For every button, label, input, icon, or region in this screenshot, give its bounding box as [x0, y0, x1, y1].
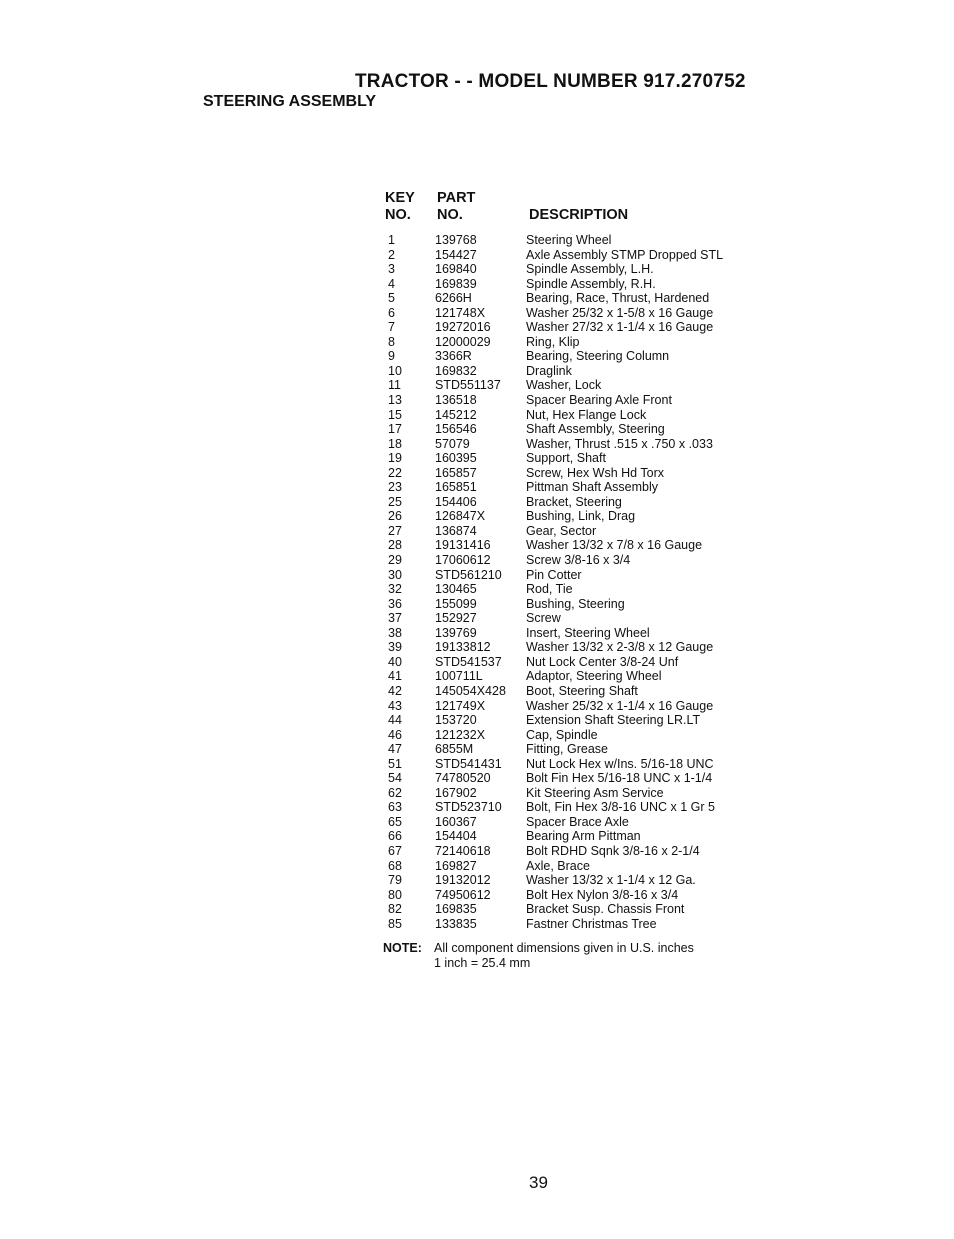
part-key-no: 10 [388, 363, 402, 378]
part-key-no: 42 [388, 683, 402, 698]
table-row [385, 408, 765, 423]
table-row [385, 277, 765, 292]
part-number: 12000029 [435, 334, 491, 349]
part-description: Draglink [526, 363, 572, 378]
table-row [385, 684, 765, 699]
table-row [385, 771, 765, 786]
section-title: STEERING ASSEMBLY [203, 93, 377, 110]
part-number: 155099 [435, 596, 477, 611]
part-description: Bearing, Steering Column [526, 349, 670, 364]
part-key-no: 17 [388, 422, 402, 437]
part-number: 169835 [435, 902, 477, 917]
part-key-no: 85 [388, 916, 402, 931]
part-key-no: 6 [388, 305, 395, 320]
part-description: Washer 27/32 x 1-1/4 x 16 Gauge [526, 320, 714, 335]
part-number: 121232X [435, 727, 486, 742]
part-key-no: 8 [388, 334, 395, 349]
table-row [385, 495, 765, 510]
part-key-no: 1 [388, 233, 395, 247]
page-number: 39 [529, 1173, 548, 1192]
table-row [385, 859, 765, 874]
header-part-no [437, 190, 475, 224]
part-key-no: 5 [388, 291, 395, 306]
part-description: Washer 13/32 x 2-3/8 x 12 Gauge [526, 640, 714, 655]
note-label: NOTE: [383, 941, 422, 955]
part-description: Spacer Bearing Axle Front [526, 393, 672, 408]
table-row [385, 611, 765, 626]
part-number: 72140618 [435, 843, 491, 858]
part-number: 19272016 [435, 320, 491, 335]
part-description: Pittman Shaft Assembly [526, 480, 659, 495]
page-title: TRACTOR - - MODEL NUMBER 917.270752 [355, 71, 746, 92]
part-key-no: 51 [388, 756, 402, 771]
part-number: 139769 [435, 625, 477, 640]
header-key-no [385, 190, 415, 224]
part-description: Washer 25/32 x 1-1/4 x 16 Gauge [526, 698, 714, 713]
part-description: Insert, Steering Wheel [526, 625, 650, 640]
part-key-no: 36 [388, 596, 402, 611]
part-number: 136874 [435, 523, 477, 538]
part-description: Pin Cotter [526, 567, 582, 582]
part-key-no: 38 [388, 625, 402, 640]
part-description: Ring, Klip [526, 334, 580, 349]
part-key-no: 29 [388, 553, 402, 568]
table-row [385, 291, 765, 306]
part-key-no: 68 [388, 858, 402, 873]
part-number: 126847X [435, 509, 486, 524]
part-description: Washer 13/32 x 7/8 x 16 Gauge [526, 538, 703, 553]
part-description: Cap, Spindle [526, 727, 598, 742]
table-row [385, 844, 765, 859]
part-number: 160395 [435, 451, 477, 466]
part-key-no: 47 [388, 742, 402, 757]
part-key-no: 65 [388, 814, 402, 829]
table-row [385, 917, 765, 932]
part-description: Screw [526, 611, 561, 626]
part-key-no: 54 [388, 771, 402, 786]
part-description: Spindle Assembly, R.H. [526, 276, 656, 291]
table-row [385, 902, 765, 917]
part-number: 100711L [435, 669, 483, 684]
table-row [385, 233, 765, 248]
part-number: 145212 [435, 407, 477, 422]
part-key-no: 3 [388, 262, 395, 277]
part-number: 154427 [435, 247, 477, 262]
table-row [385, 742, 765, 757]
part-key-no: 15 [388, 407, 402, 422]
part-number: 19132012 [435, 873, 491, 888]
part-description: Bushing, Steering [526, 596, 625, 611]
part-key-no: 66 [388, 829, 402, 844]
part-key-no: 80 [388, 887, 402, 902]
part-key-no: 79 [388, 873, 402, 888]
part-description: Bolt Hex Nylon 3/8-16 x 3/4 [526, 887, 679, 902]
table-row [385, 553, 765, 568]
table-row [385, 597, 765, 612]
part-description: Screw 3/8-16 x 3/4 [526, 553, 631, 568]
header-key-line1: KEY [385, 190, 415, 206]
part-description: Support, Shaft [526, 451, 606, 466]
part-description: Kit Steering Asm Service [526, 785, 664, 800]
part-key-no: 7 [388, 320, 395, 335]
part-number: 153720 [435, 713, 477, 728]
part-number: 3366R [435, 349, 472, 364]
part-description: Extension Shaft Steering LR.LT [526, 713, 701, 728]
part-number: 169832 [435, 363, 477, 378]
part-key-no: 32 [388, 582, 402, 597]
table-row [385, 262, 765, 277]
note-line2: 1 inch = 25.4 mm [434, 956, 531, 970]
table-row [385, 582, 765, 597]
table-row [385, 640, 765, 655]
part-key-no: 30 [388, 567, 402, 582]
part-description: Washer, Thrust .515 x .750 x .033 [526, 436, 713, 451]
part-number: 154404 [435, 829, 477, 844]
part-description: Nut, Hex Flange Lock [526, 407, 647, 422]
part-number: 167902 [435, 785, 477, 800]
part-number: 133835 [435, 916, 477, 931]
part-key-no: 82 [388, 902, 402, 917]
table-row [385, 786, 765, 801]
part-key-no: 22 [388, 465, 402, 480]
part-description: Steering Wheel [526, 233, 612, 247]
part-key-no: 39 [388, 640, 402, 655]
part-number: 121748X [435, 305, 486, 320]
part-key-no: 67 [388, 843, 402, 858]
part-number: 139768 [435, 233, 477, 247]
part-number: 165851 [435, 480, 477, 495]
part-description: Rod, Tie [526, 582, 573, 597]
part-description: Bolt, Fin Hex 3/8-16 UNC x 1 Gr 5 [526, 800, 715, 815]
table-row [385, 364, 765, 379]
table-row [385, 713, 765, 728]
part-number: 19133812 [435, 640, 491, 655]
table-row [385, 306, 765, 321]
table-row [385, 800, 765, 815]
part-description: Axle Assembly STMP Dropped STL [526, 247, 724, 262]
part-description: Washer, Lock [526, 378, 602, 393]
part-number: 19131416 [435, 538, 491, 553]
part-description: Shaft Assembly, Steering [526, 422, 665, 437]
part-number: 57079 [435, 436, 470, 451]
part-key-no: 11 [388, 378, 401, 393]
part-number: 130465 [435, 582, 477, 597]
part-description: Washer 13/32 x 1-1/4 x 12 Ga. [526, 873, 696, 888]
part-number: STD541537 [435, 654, 502, 669]
part-key-no: 18 [388, 436, 402, 451]
table-row [385, 728, 765, 743]
part-key-no: 62 [388, 785, 402, 800]
table-row [385, 320, 765, 335]
part-description: Bearing Arm Pittman [526, 829, 641, 844]
table-row [385, 888, 765, 903]
part-number: 136518 [435, 393, 477, 408]
table-row [385, 248, 765, 263]
part-number: STD551137 [435, 378, 501, 393]
part-description: Spindle Assembly, L.H. [526, 262, 654, 277]
part-key-no: 46 [388, 727, 402, 742]
part-number: 17060612 [435, 553, 491, 568]
part-number: 145054X428 [435, 683, 506, 698]
table-row [385, 422, 765, 437]
part-key-no: 43 [388, 698, 402, 713]
part-description: Spacer Brace Axle [526, 814, 629, 829]
part-key-no: 19 [388, 451, 402, 466]
table-row [385, 873, 765, 888]
part-description: Bushing, Link, Drag [526, 509, 636, 524]
table-row [385, 509, 765, 524]
table-row [385, 626, 765, 641]
part-description: Bracket, Steering [526, 494, 622, 509]
table-row [385, 437, 765, 452]
part-key-no: 37 [388, 611, 402, 626]
table-row [385, 480, 765, 495]
part-number: 74950612 [435, 887, 491, 902]
part-key-no: 4 [388, 276, 395, 291]
part-description: Bolt Fin Hex 5/16-18 UNC x 1-1/4 [526, 771, 713, 786]
header-part-line1: PART [437, 190, 476, 206]
table-row [385, 815, 765, 830]
part-number: 169840 [435, 262, 477, 277]
part-number: 156546 [435, 422, 477, 437]
part-key-no: 25 [388, 494, 402, 509]
part-description: Boot, Steering Shaft [526, 683, 638, 698]
table-row [385, 393, 765, 408]
part-number: STD541431 [435, 756, 502, 771]
part-number: 74780520 [435, 771, 491, 786]
part-key-no: 44 [388, 713, 402, 728]
note-line1: All component dimensions given in U.S. inches [434, 941, 694, 955]
part-key-no: 27 [388, 523, 402, 538]
part-key-no: 13 [388, 393, 402, 408]
table-row [385, 538, 765, 553]
table-row [385, 378, 765, 393]
part-number: 6855M [435, 742, 474, 757]
part-number: 154406 [435, 494, 477, 509]
table-row [385, 466, 765, 481]
part-key-no: 63 [388, 800, 402, 815]
part-description: Bearing, Race, Thrust, Hardened [526, 291, 710, 306]
part-description: Bolt RDHD Sqnk 3/8-16 x 2-1/4 [526, 843, 700, 858]
part-key-no: 9 [388, 349, 395, 364]
part-number: 169827 [435, 858, 477, 873]
part-key-no: 41 [388, 669, 402, 684]
part-number: 160367 [435, 814, 477, 829]
part-key-no: 2 [388, 247, 395, 262]
part-key-no: 26 [388, 509, 402, 524]
part-description: Nut Lock Hex w/Ins. 5/16-18 UNC [526, 756, 714, 771]
part-key-no: 28 [388, 538, 402, 553]
table-row [385, 655, 765, 670]
part-key-no: 23 [388, 480, 402, 495]
part-number: 169839 [435, 276, 477, 291]
header-part-line2: NO. [437, 207, 463, 223]
part-description: Screw, Hex Wsh Hd Torx [526, 465, 665, 480]
part-number: 152927 [435, 611, 477, 626]
header-key-line2: NO. [385, 207, 411, 223]
part-description: Bracket Susp. Chassis Front [526, 902, 685, 917]
part-description: Washer 25/32 x 1-5/8 x 16 Gauge [526, 305, 714, 320]
part-description: Nut Lock Center 3/8-24 Unf [526, 654, 679, 669]
table-row [385, 451, 765, 466]
header-description: DESCRIPTION [529, 207, 629, 223]
part-number: 121749X [435, 698, 486, 713]
part-number: 6266H [435, 291, 472, 306]
table-row [385, 699, 765, 714]
part-number: 165857 [435, 465, 477, 480]
part-key-no: 40 [388, 654, 402, 669]
part-description: Gear, Sector [526, 523, 597, 538]
table-row [385, 829, 765, 844]
table-row [385, 757, 765, 772]
table-row [385, 335, 765, 350]
part-number: STD523710 [435, 800, 502, 815]
parts-table [385, 233, 765, 931]
part-description: Fitting, Grease [526, 742, 608, 757]
table-row [385, 349, 765, 364]
part-description: Fastner Christmas Tree [526, 916, 657, 931]
table-row [385, 524, 765, 539]
table-row [385, 669, 765, 684]
note-text [434, 941, 694, 971]
part-description: Adaptor, Steering Wheel [526, 669, 662, 684]
part-number: STD561210 [435, 567, 502, 582]
part-description: Axle, Brace [526, 858, 590, 873]
table-row [385, 568, 765, 583]
